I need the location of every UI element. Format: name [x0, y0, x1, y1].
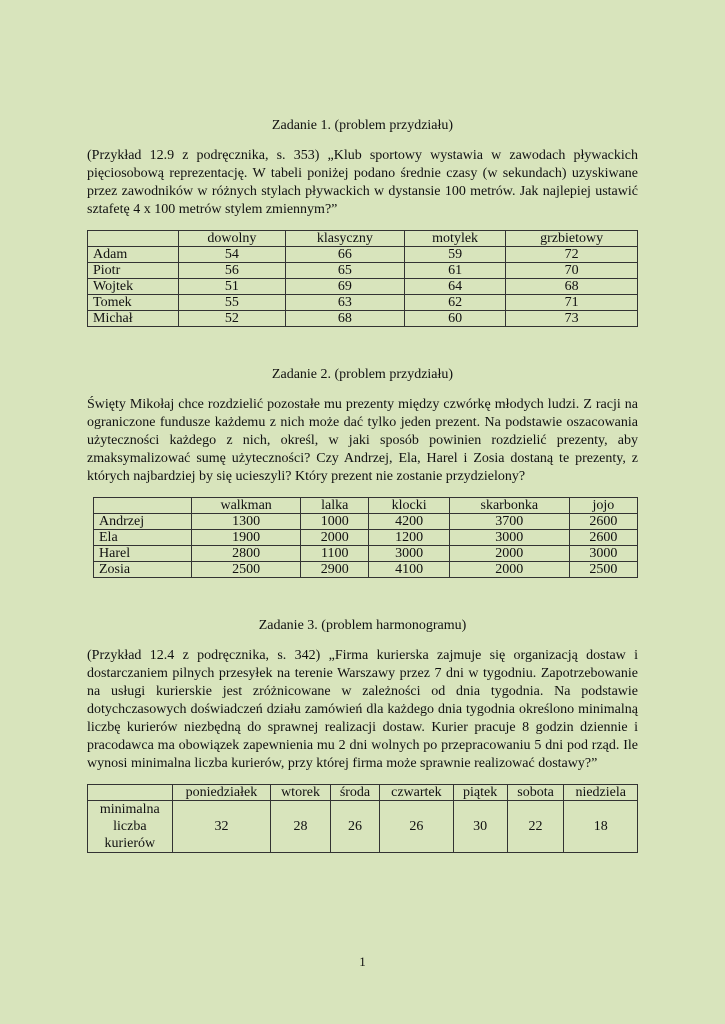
table-header-cell: skarbonka — [449, 498, 569, 514]
table-cell: 64 — [404, 279, 505, 295]
table-row — [88, 247, 638, 263]
table-cell: Zosia — [94, 562, 192, 578]
table-cell: 2500 — [569, 562, 637, 578]
table-cell: 70 — [506, 263, 638, 279]
table-header-cell: piątek — [453, 785, 507, 801]
table-cell: 3000 — [369, 546, 449, 562]
table-cell: 2800 — [192, 546, 301, 562]
table-cell: 3000 — [449, 530, 569, 546]
table-cell: 56 — [178, 263, 285, 279]
table-cell: 2000 — [449, 546, 569, 562]
table-cell: 26 — [380, 801, 453, 853]
table-cell: Piotr — [88, 263, 179, 279]
table-row — [94, 562, 638, 578]
table-header-cell — [94, 498, 192, 514]
row-label-line: liczba — [113, 819, 147, 834]
table-header-cell: lalka — [301, 498, 369, 514]
table-header-cell: wtorek — [271, 785, 331, 801]
table-row — [88, 279, 638, 295]
table-cell: 54 — [178, 247, 285, 263]
table-row — [94, 530, 638, 546]
table-cell: 2600 — [569, 530, 637, 546]
table-row — [88, 263, 638, 279]
table-cell: 59 — [404, 247, 505, 263]
table-cell: 18 — [564, 801, 638, 853]
table-header-cell: dowolny — [178, 231, 285, 247]
table-cell: 62 — [404, 295, 505, 311]
table-header-cell: grzbietowy — [506, 231, 638, 247]
table-cell: Michał — [88, 311, 179, 327]
table-cell: Adam — [88, 247, 179, 263]
table-cell: 51 — [178, 279, 285, 295]
table-cell: 28 — [271, 801, 331, 853]
table-cell: 2000 — [449, 562, 569, 578]
table-cell: Tomek — [88, 295, 179, 311]
table-cell: 26 — [330, 801, 379, 853]
table-cell: 4100 — [369, 562, 449, 578]
table-cell: 63 — [285, 295, 404, 311]
table-header-cell: walkman — [192, 498, 301, 514]
table-cell: 22 — [507, 801, 564, 853]
table-header-cell: motylek — [404, 231, 505, 247]
table-header-cell: sobota — [507, 785, 564, 801]
table-header-cell: poniedziałek — [172, 785, 271, 801]
row-label — [88, 801, 173, 853]
table-header-cell: czwartek — [380, 785, 453, 801]
task3-heading: Zadanie 3. (problem harmonogramu) — [258, 618, 467, 633]
task2-text: Święty Mikołaj chce rozdzielić pozostałe mu prezenty między czwórkę młodych ludzi. Z racji na ograniczone fundusze każdemu z nich może dać tylko jeden prezent. Na podstawie oszacowania użyteczności każdego z nich, określ, w jaki sposób powinien rozdzielić prezenty, aby zmaksymalizować sumę użyteczności? Czy Andrzej, Ela, Harel i Zosia dostaną te prezenty, z których najbardziej by się ucieszyli? Który prezent nie zostanie przydzielony? — [87, 397, 638, 484]
swim-times-table — [87, 230, 638, 327]
table-cell: 2900 — [301, 562, 369, 578]
table-row — [94, 546, 638, 562]
table-cell: 61 — [404, 263, 505, 279]
table-row — [88, 311, 638, 327]
table-cell: Harel — [94, 546, 192, 562]
table-cell: 30 — [453, 801, 507, 853]
row-label-line: kurierów — [104, 836, 156, 851]
table-cell: 3700 — [449, 514, 569, 530]
row-label-line: minimalna — [99, 802, 160, 817]
table-cell: 52 — [178, 311, 285, 327]
table-cell: 68 — [506, 279, 638, 295]
table-cell: 1000 — [301, 514, 369, 530]
table-header-cell: środa — [330, 785, 379, 801]
table-cell: 68 — [285, 311, 404, 327]
table-row — [94, 514, 638, 530]
table-cell: 55 — [178, 295, 285, 311]
table-cell: 66 — [285, 247, 404, 263]
table-cell: Ela — [94, 530, 192, 546]
table-header-row — [88, 231, 638, 247]
table-header-cell: klocki — [369, 498, 449, 514]
table-header-cell: klasyczny — [285, 231, 404, 247]
table-cell: 2000 — [301, 530, 369, 546]
gift-utility-table — [93, 497, 638, 578]
table-header-cell — [88, 231, 179, 247]
table-cell: 4200 — [369, 514, 449, 530]
table-cell: 2500 — [192, 562, 301, 578]
table-cell: 65 — [285, 263, 404, 279]
table-header-row — [94, 498, 638, 514]
table-cell: 1900 — [192, 530, 301, 546]
couriers-table — [87, 784, 638, 853]
table-cell: 32 — [172, 801, 271, 853]
table-cell: 1200 — [369, 530, 449, 546]
task2-heading: Zadanie 2. (problem przydziału) — [271, 367, 454, 382]
table-header-cell: jojo — [569, 498, 637, 514]
table-cell: 71 — [506, 295, 638, 311]
table-row — [88, 295, 638, 311]
table-cell: 1100 — [301, 546, 369, 562]
table-cell: 60 — [404, 311, 505, 327]
task3-text: (Przykład 12.4 z podręcznika, s. 342) „Firma kurierska zajmuje się organizacją dostaw i dostarczaniem pilnych przesyłek na terenie Warszawy przez 7 dni w tygodniu. Zapotrzebowanie na usługi kurierskie jest zróżnicowane w zależności od dnia tygodnia. Na podstawie dotychczasowych doświadczeń działu zamówień dla każdego dnia tygodnia określono minimalną liczbę kurierów niezbędną do sprawnej realizacji dostaw. Kurier pracuje 8 godzin dziennie i pracodawca ma obowiązek zapewnienia mu 2 dni wolnych po przepracowaniu 5 dni pod rząd. Ile wynosi minimalna liczba kurierów, przy której firma może sprawnie realizować dostawy?” — [87, 648, 638, 771]
table-cell: 1300 — [192, 514, 301, 530]
table-row — [88, 801, 638, 853]
table-cell: 2600 — [569, 514, 637, 530]
table-header-row — [88, 785, 638, 801]
task1-text: (Przykład 12.9 z podręcznika, s. 353) „Klub sportowy wystawia w zawodach pływackich pięciosobową reprezentację. W tabeli poniżej podano średnie czasy (w sekundach) uzyskiwane przez zawodników w różnych stylach pływackich w dystansie 100 metrów. Jak najlepiej ustawić sztafetę 4 x 100 metrów stylem zmiennym?” — [87, 148, 638, 217]
table-header-cell — [88, 785, 173, 801]
task1-heading: Zadanie 1. (problem przydziału) — [271, 118, 454, 133]
table-cell: 72 — [506, 247, 638, 263]
table-cell: Wojtek — [88, 279, 179, 295]
table-cell: Andrzej — [94, 514, 192, 530]
table-cell: 69 — [285, 279, 404, 295]
table-header-cell: niedziela — [564, 785, 638, 801]
table-cell: 3000 — [569, 546, 637, 562]
table-cell: 73 — [506, 311, 638, 327]
page-number: 1 — [359, 954, 366, 969]
